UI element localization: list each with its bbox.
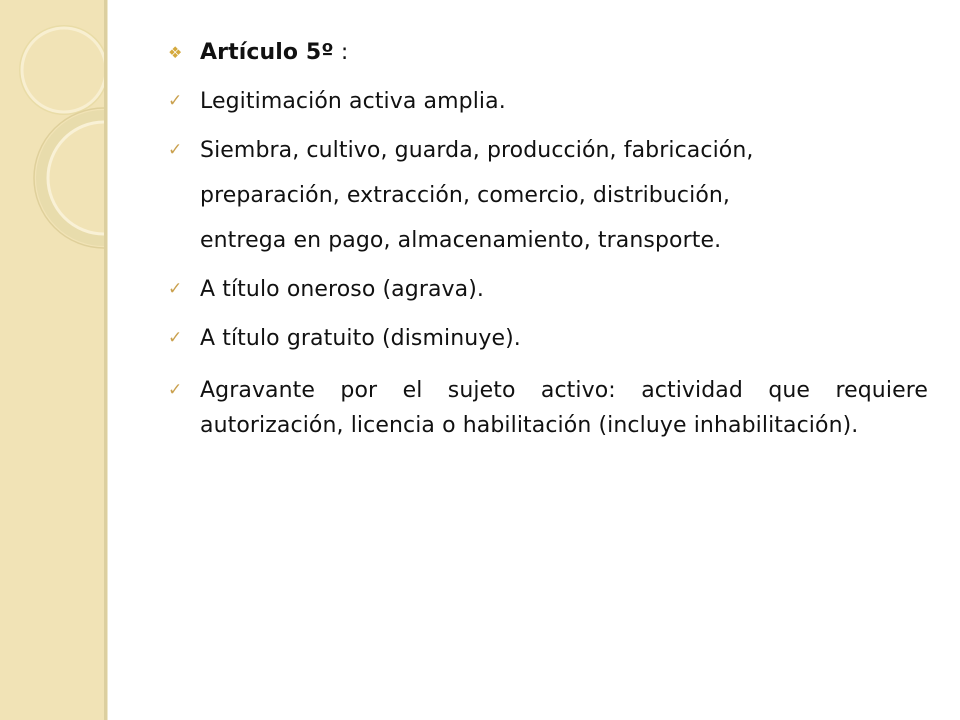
checkmark-icon: ✓ — [168, 279, 183, 299]
checkmark-icon: ✓ — [168, 328, 183, 348]
list-item-text: entrega en pago, almacenamiento, transporte. — [200, 228, 722, 253]
checkmark-icon: ✓ — [168, 91, 183, 111]
checkmark-icon: ✓ — [168, 380, 183, 400]
list-item-continuation — [168, 226, 928, 255]
circle-ornament-icon — [0, 0, 104, 720]
heading-title: Artículo 5º — [200, 40, 334, 65]
sidebar-divider-highlight — [107, 0, 108, 720]
heading-suffix: : — [333, 40, 349, 65]
list-item-text: preparación, extracción, comercio, distribución, — [200, 183, 731, 208]
list-item — [168, 324, 928, 353]
slide-heading — [168, 38, 928, 67]
list-item — [168, 136, 928, 165]
list-item-text: A título oneroso (agrava). — [200, 277, 485, 302]
list-item-continuation — [168, 181, 928, 210]
list-item — [168, 87, 928, 116]
list-item-text: A título gratuito (disminuye). — [200, 326, 521, 351]
checkmark-icon: ✓ — [168, 140, 183, 160]
list-item — [168, 373, 928, 443]
list-item — [168, 275, 928, 304]
diamond-bullet-icon: ❖ — [168, 43, 183, 62]
decorative-sidebar — [0, 0, 104, 720]
slide-content — [168, 38, 928, 463]
list-item-text: Legitimación activa amplia. — [200, 89, 506, 114]
list-item-text: Agravante por el sujeto activo: actividad que requiere autorización, licencia o habilitación (incluye inhabilitación). — [200, 378, 928, 438]
list-item-text: Siembra, cultivo, guarda, producción, fabricación, — [200, 138, 754, 163]
